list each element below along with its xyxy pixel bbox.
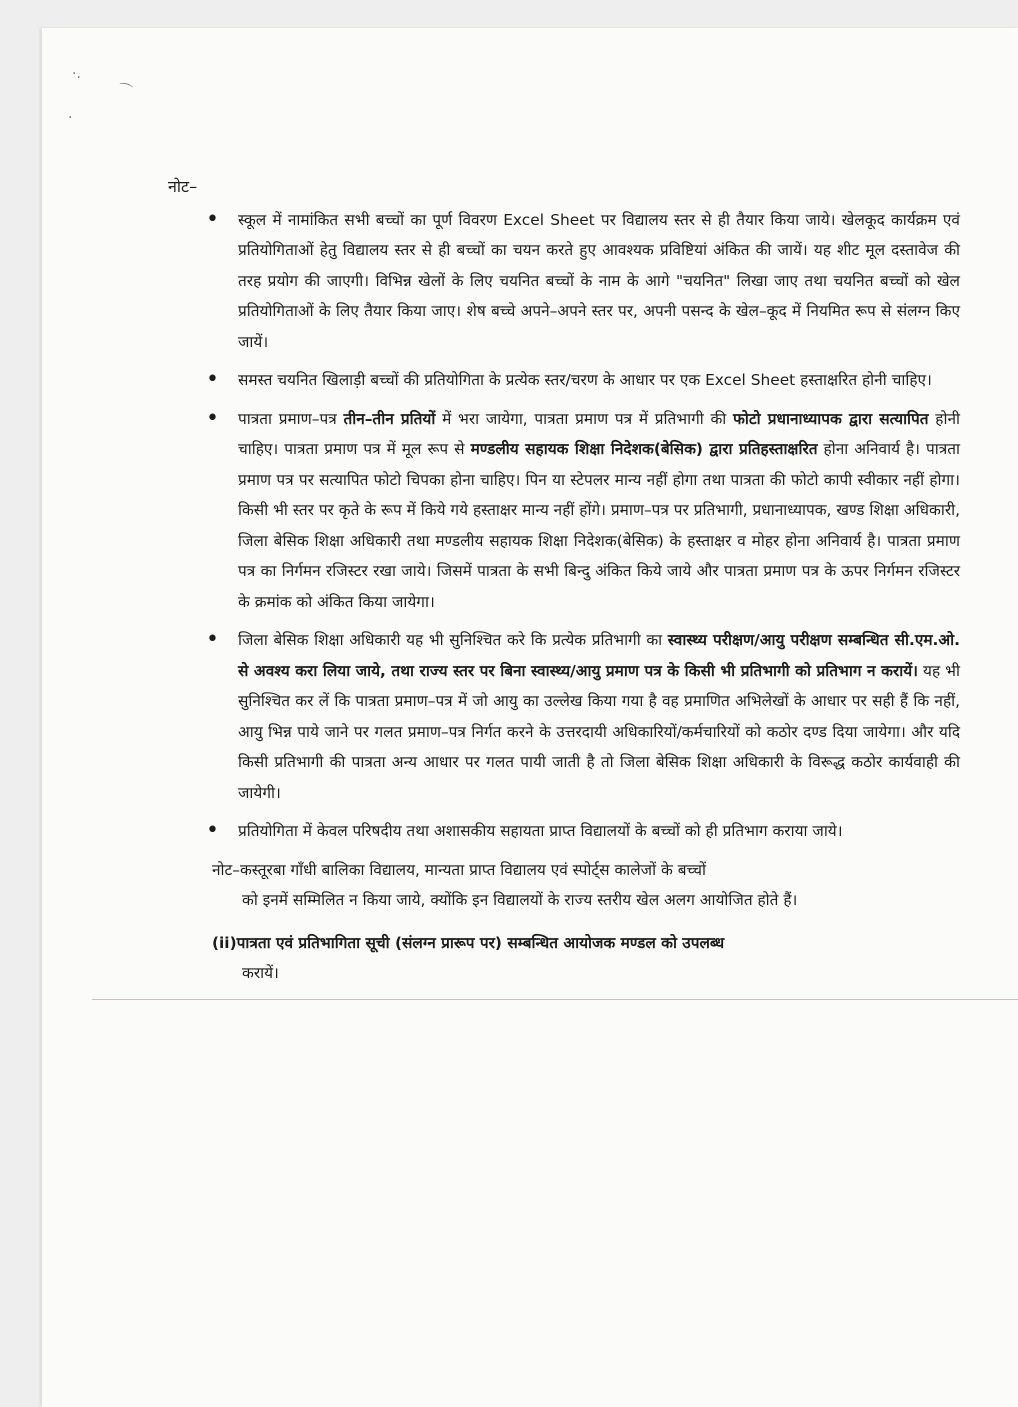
bullet-item xyxy=(168,816,960,847)
bullet-text-bold: मण्डलीय सहायक शिक्षा निदेशक(बेसिक) द्वारा प्रतिहस्ताक्षरित xyxy=(470,440,818,458)
bullet-text: में भरा जायेगा, पात्रता प्रमाण पत्र में प्रतिभागी की xyxy=(435,409,734,428)
bullet-dot-icon: • xyxy=(206,818,219,843)
secondary-note-lead: नोट–कस्तूरबा गाँधी बालिका विद्यालय, मान्यता प्राप्त विद्यालय एवं स्पोर्ट्स कालेजों के बच्चों xyxy=(212,860,707,879)
scan-speck: ·. xyxy=(72,66,81,82)
bullet-text: होना अनिवार्य है। पात्रता प्रमाण पत्र पर सत्यापित फोटो चिपका होना चाहिए। पिन या स्टेपलर मान्य नहीं होगा तथा पात्रता की फोटो कापी स्वीकार नहीं होगा। किसी भी स्तर पर कृते के रूप में किये गये हस्ताक्षर मान्य नहीं होंगे। प्रमाण–पत्र पर प्रतिभागी, प्रधानाध्यापक, खण्ड शिक्षा अधिकारी, जिला बेसिक शिक्षा अधिकारी तथा मण्डलीय सहायक शिक्षा निदेशक(बेसिक) के हस्ताक्षर व मोहर होना अनिवार्य है। पात्रता प्रमाण पत्र का निर्गमन रजिस्टर रखा जाये। जिसमें पात्रता के सभी बिन्दु अंकित किये जाये और पात्रता प्रमाण पत्र के ऊपर निर्गमन रजिस्टर के क्रमांक को अंकित किया जायेगा। xyxy=(238,440,960,611)
bullet-text-bold: तीन–तीन प्रतियों xyxy=(343,409,436,428)
secondary-note xyxy=(212,855,960,916)
bullet-dot-icon: • xyxy=(206,627,219,652)
bullet-dot-icon: • xyxy=(206,405,219,431)
bullet-item xyxy=(168,625,960,808)
bullet-text: स्कूल में नामांकित सभी बच्चों का पूर्ण विवरण Excel Sheet पर विद्यालय स्तर से ही तैयार किया जाये। खेलकूद कार्यक्रम एवं प्रतियोगिताओं हेतु विद्यालय स्तर से ही बच्चों का चयन करते हुए आवश्यक प्रविष्टियां अंकित की जायें। यह शीट मूल दस्तावेज की तरह प्रयोग की जाएगी। विभिन्न खेलों के लिए चयनित बच्चों के नाम के आगे "चयनित" लिखा जाए तथा चयनित बच्चों को खेल प्रतियोगिताओं के लिए तैयार किया जाए। शेष बच्चे अपने–अपने स्तर पर, अपनी पसन्द के खेल–कूद में नियमित रूप से संलग्न किए जायें। xyxy=(238,210,960,351)
scan-speck: · xyxy=(68,110,73,126)
bullet-dot-icon: • xyxy=(206,367,219,392)
bullet-text-bold: स्वास्थ्य परीक्षण/आयु परीक्षण सम्बन्धित सी.एम.ओ. से अवश्य करा लिया जाये, तथा राज्य स्तर पर बिना स्वास्थ्य/आयु प्रमाण पत्र के किसी भी प्रतिभागी को प्रतिभाग न करायें। xyxy=(238,631,960,680)
note-bullet-list xyxy=(168,205,960,847)
bullet-text: प्रतियोगिता में केवल परिषदीय तथा अशासकीय सहायता प्राप्त विद्यालयों के बच्चों को ही प्रतिभाग कराया जाये। xyxy=(238,822,843,840)
bullet-text: होनी चाहिए। पात्रता प्रमाण पत्र में मूल रूप से xyxy=(238,409,960,458)
scan-speck: ⌒ xyxy=(115,81,134,101)
bullet-item xyxy=(168,205,960,358)
bullet-text: जिला बेसिक शिक्षा अधिकारी यह भी सुनिश्चित करे कि प्रत्येक प्रतिभागी का xyxy=(238,631,668,649)
bullet-text: पात्रता प्रमाण–पत्र xyxy=(238,409,344,428)
bullet-text: समस्त चयनित खिलाड़ी बच्चों की प्रतियोगिता के प्रत्येक स्तर/चरण के आधार पर एक Excel Sheet हस्ताक्षरित होनी चाहिए। xyxy=(238,371,932,389)
document-page xyxy=(42,28,1018,1407)
final-point-lead: (ii)पात्रता एवं प्रतिभागिता सूची (संलग्न प्रारूप पर) सम्बन्धित आयोजक मण्डल को उपलब्ध xyxy=(212,933,725,952)
final-point-rest: करायें। xyxy=(242,964,279,982)
bullet-text-bold: फोटो प्रधानाध्यापक द्वारा सत्यापित xyxy=(733,409,929,428)
bullet-item xyxy=(168,404,960,618)
bullet-text: यह भी सुनिश्चित कर लें कि पात्रता प्रमाण–पत्र में जो आयु का उल्लेख किया गया है वह प्रमाणित अभिलेखों के आधार पर सही हैं कि नहीं, आयु भिन्न पाये जाने पर गलत प्रमाण–पत्र निर्गत करने के उत्तरदायी अधिकारियों/कर्मचारियों को कठोर दण्ड दिया जायेगा। और यदि किसी प्रतिभागी की पात्रता अन्य आधार पर गलत पायी जाती है तो जिला बेसिक शिक्षा अधिकारी के विरूद्ध कठोर कार्यवाही की जायेगी। xyxy=(238,661,960,802)
bullet-item xyxy=(168,365,960,396)
secondary-note-rest: को इनमें सम्मिलित न किया जाये, क्योंकि इन विद्यालयों के राज्य स्तरीय खेल अलग आयोजित होते हैं। xyxy=(242,891,798,909)
document-body xyxy=(168,172,960,989)
note-heading: नोट– xyxy=(168,177,198,196)
bullet-dot-icon: • xyxy=(206,206,219,232)
final-point xyxy=(212,928,960,989)
page-fold-line xyxy=(92,999,1018,1000)
